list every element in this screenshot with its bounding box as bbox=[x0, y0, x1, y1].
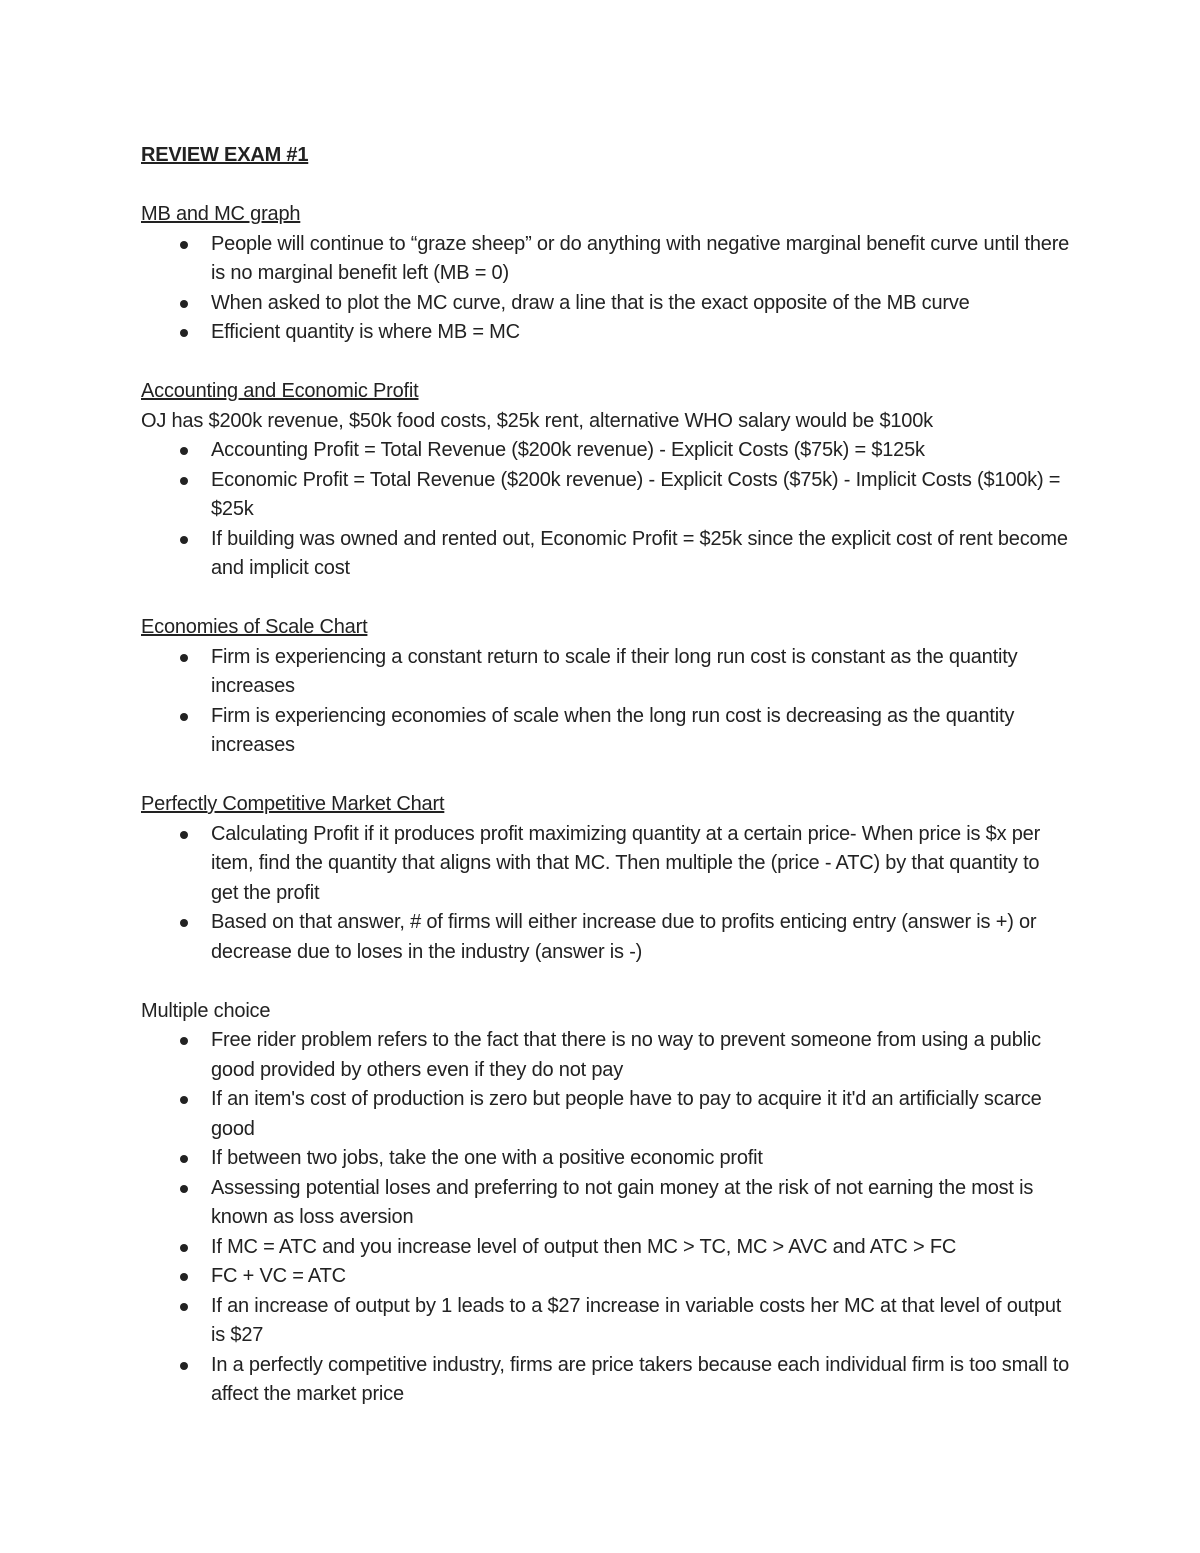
bullet-icon bbox=[180, 536, 188, 544]
list-item-text: If MC = ATC and you increase level of output then MC > TC, MC > AVC and ATC > FC bbox=[211, 1235, 957, 1258]
document-body bbox=[141, 200, 1071, 1410]
bullet-icon bbox=[180, 300, 188, 308]
bullet-icon bbox=[180, 1185, 188, 1193]
bullet-list bbox=[141, 230, 1071, 348]
list-item-text: Efficient quantity is where MB = MC bbox=[211, 321, 520, 343]
list-item bbox=[141, 1026, 1071, 1085]
section bbox=[141, 790, 1071, 967]
list-item-text: Free rider problem refers to the fact that there is no way to prevent someone from using a public good provided by others even if they do not pay bbox=[211, 1029, 1041, 1081]
list-item-text: If an increase of output by 1 leads to a $27 increase in variable costs her MC at that level of output is $27 bbox=[211, 1294, 1062, 1346]
section-heading: Perfectly Competitive Market Chart bbox=[141, 793, 445, 815]
bullet-list bbox=[141, 643, 1071, 761]
list-item bbox=[141, 230, 1071, 289]
list-item bbox=[141, 820, 1071, 909]
section-heading: MB and MC graph bbox=[141, 203, 301, 225]
list-item bbox=[141, 1174, 1071, 1233]
bullet-icon bbox=[180, 654, 188, 662]
section-intro: OJ has $200k revenue, $50k food costs, $25k rent, alternative WHO salary would be $100k bbox=[141, 409, 933, 432]
bullet-list bbox=[141, 436, 1071, 584]
section-heading: Accounting and Economic Profit bbox=[141, 380, 419, 402]
document-page bbox=[141, 141, 1071, 1410]
document-title: REVIEW EXAM #1 bbox=[141, 144, 309, 166]
section bbox=[141, 997, 1071, 1410]
bullet-icon bbox=[180, 919, 188, 927]
list-item-text: If an item's cost of production is zero but people have to pay to acquire it it'd an artificially scarce good bbox=[211, 1088, 1042, 1140]
list-item-text: If building was owned and rented out, Economic Profit = $25k since the explicit cost of rent become and implicit cost bbox=[211, 527, 1068, 579]
list-item-text: Firm is experiencing a constant return to scale if their long run cost is constant as the quantity increases bbox=[211, 645, 1018, 697]
bullet-icon bbox=[180, 1155, 188, 1163]
bullet-icon bbox=[180, 1273, 188, 1281]
bullet-icon bbox=[180, 329, 188, 337]
list-item-text: Economic Profit = Total Revenue ($200k revenue) - Explicit Costs ($75k) - Implicit Costs ($100k) = $25k bbox=[211, 468, 1061, 520]
bullet-icon bbox=[180, 241, 188, 249]
section bbox=[141, 200, 1071, 348]
list-item-text: Accounting Profit = Total Revenue ($200k revenue) - Explicit Costs ($75k) = $125k bbox=[211, 439, 925, 461]
list-item bbox=[141, 289, 1071, 319]
list-item bbox=[141, 702, 1071, 761]
bullet-icon bbox=[180, 713, 188, 721]
list-item bbox=[141, 1144, 1071, 1174]
bullet-icon bbox=[180, 1303, 188, 1311]
list-item-text: If between two jobs, take the one with a positive economic profit bbox=[211, 1147, 763, 1169]
list-item-text: Based on that answer, # of firms will either increase due to profits enticing entry (answer is +) or decrease due to loses in the industry (answer is -) bbox=[211, 911, 1037, 963]
list-item bbox=[141, 436, 1071, 466]
bullet-icon bbox=[180, 1362, 188, 1370]
bullet-icon bbox=[180, 1096, 188, 1104]
list-item bbox=[141, 525, 1071, 584]
bullet-icon bbox=[180, 447, 188, 455]
section-heading: Multiple choice bbox=[141, 999, 271, 1022]
list-item-text: Firm is experiencing economies of scale when the long run cost is decreasing as the quantity increases bbox=[211, 704, 1015, 756]
list-item-text: Calculating Profit if it produces profit maximizing quantity at a certain price- When price is $x per item, find the quantity that aligns with that MC. Then multiple the (price - ATC) by that quantity to get the profit bbox=[211, 822, 1041, 904]
list-item bbox=[141, 466, 1071, 525]
bullet-list bbox=[141, 820, 1071, 968]
list-item bbox=[141, 1085, 1071, 1144]
list-item bbox=[141, 1262, 1071, 1292]
list-item bbox=[141, 1351, 1071, 1410]
list-item-text: When asked to plot the MC curve, draw a line that is the exact opposite of the MB curve bbox=[211, 291, 970, 314]
section-heading: Economies of Scale Chart bbox=[141, 616, 368, 638]
bullet-icon bbox=[180, 1037, 188, 1045]
section bbox=[141, 613, 1071, 761]
list-item bbox=[141, 1233, 1071, 1263]
list-item-text: People will continue to “graze sheep” or do anything with negative marginal benefit curve until there is no marginal benefit left (MB = 0) bbox=[211, 232, 1070, 284]
list-item bbox=[141, 1292, 1071, 1351]
section bbox=[141, 377, 1071, 584]
list-item bbox=[141, 908, 1071, 967]
bullet-list bbox=[141, 1026, 1071, 1410]
list-item-text: In a perfectly competitive industry, firms are price takers because each individual firm is too small to affect the market price bbox=[211, 1353, 1070, 1405]
list-item-text: FC + VC = ATC bbox=[211, 1265, 346, 1287]
bullet-icon bbox=[180, 477, 188, 485]
list-item bbox=[141, 643, 1071, 702]
list-item bbox=[141, 318, 1071, 348]
list-item-text: Assessing potential loses and preferring to not gain money at the risk of not earning the most is known as loss aversion bbox=[211, 1176, 1034, 1228]
bullet-icon bbox=[180, 831, 188, 839]
bullet-icon bbox=[180, 1244, 188, 1252]
